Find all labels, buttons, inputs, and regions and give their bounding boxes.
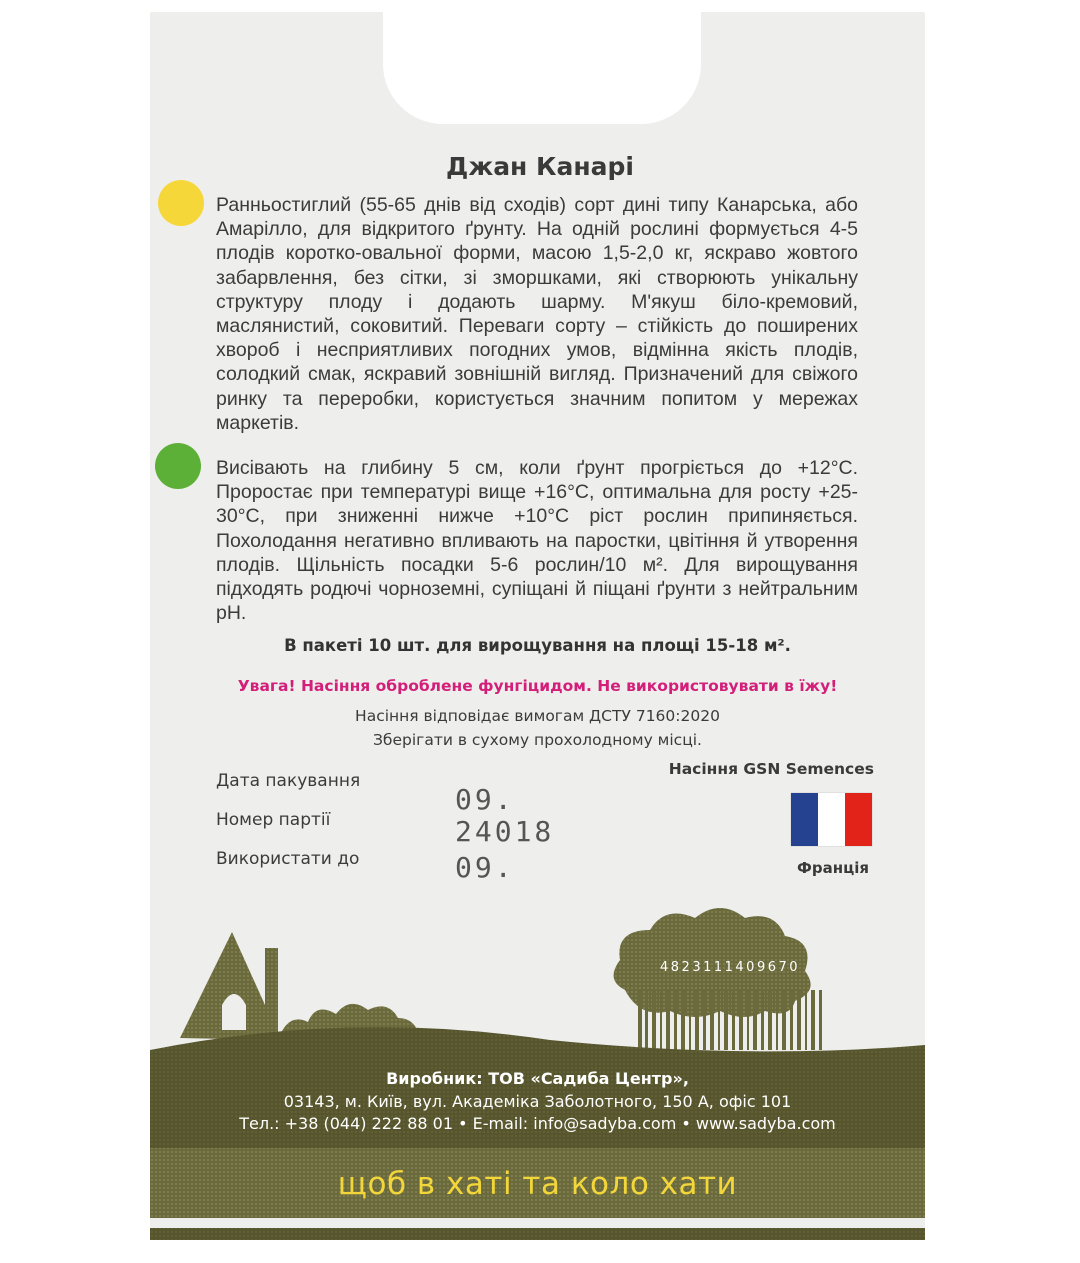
- use-by-stamp: 09.: [455, 851, 515, 884]
- pack-count: В пакеті 10 шт. для вирощування на площі 15-18 м².: [284, 636, 791, 655]
- green-dot-icon: [155, 443, 201, 489]
- pack-date-stamp: 09.: [455, 783, 515, 816]
- flag-stripe-white: [818, 793, 845, 846]
- fungicide-warning: Увага! Насіння оброблене фунгіцидом. Не використовувати в їжу!: [237, 677, 838, 695]
- barcode-number: 4823111409670: [660, 960, 801, 975]
- france-flag-icon: [791, 793, 872, 846]
- manufacturer-name: Виробник: ТОВ «Садиба Центр»,: [386, 1069, 689, 1088]
- origin-country: Франція: [797, 859, 869, 877]
- manufacturer-address: 03143, м. Київ, вул. Академіка Заболотного, 150 А, офіс 101: [283, 1092, 792, 1111]
- batch-stamp: 24018: [455, 815, 555, 848]
- batch-label: Номер партії: [216, 810, 331, 830]
- house-silhouette: [180, 932, 278, 1040]
- brand-slogan: щоб в хаті та коло хати: [337, 1166, 738, 1202]
- trees-with-barcode: [614, 908, 822, 1050]
- seed-origin: Насіння GSN Semences: [668, 760, 874, 778]
- growing-instructions: Висівають на глибину 5 см, коли ґрунт прогріється до +12°С. Проростає при температурі вище +16°С, оптимальна для росту +25-30°С, при зниженні нижче +10°С ріст рослин припиняється. Похолодання негативно впливають на паростки, цвітіння й утворення плодів. Щільність посадки 5-6 рослин/10 м². Для вирощування підходять родючі чорноземні, супіщані й піщані ґрунти з нейтральним рН.: [216, 457, 858, 625]
- yellow-dot-icon: [158, 180, 204, 226]
- use-by-label: Використати до: [216, 849, 360, 869]
- standard-note: Насіння відповідає вимогам ДСТУ 7160:2020: [355, 707, 720, 725]
- manufacturer-contacts: Тел.: +38 (044) 222 88 01 • E-mail: info@sadyba.com • www.sadyba.com: [239, 1114, 836, 1133]
- pack-date-label: Дата пакування: [216, 771, 361, 791]
- product-title: Джан Канарі: [446, 152, 634, 181]
- product-description: Ранньостиглий (55-65 днів від сходів) сорт дині типу Канарська, або Амарілло, для відкритого ґрунту. На одній рослині формується 4-5 плодів коротко-овальної форми, масою 1,5-2,0 кг, яскраво жовтого забарвлення, без сітки, зі зморшками, які створюють унікальну структуру плоду і додають шарму. М'якуш біло-кремовий, маслянистий, соковитий. Переваги сорту – стійкість до поширених хвороб і несприятливих погодних умов, відмінна якість плодів, солодкий смак, яскравий зовнішній вигляд. Призначений для свіжого ринку та переробки, користується значним попитом у мережах маркетів.: [216, 194, 858, 434]
- flag-stripe-blue: [791, 793, 818, 846]
- storage-note: Зберігати в сухому прохолодному місці.: [373, 731, 702, 749]
- hanger-cutout: [383, 12, 701, 124]
- flag-stripe-red: [845, 793, 872, 846]
